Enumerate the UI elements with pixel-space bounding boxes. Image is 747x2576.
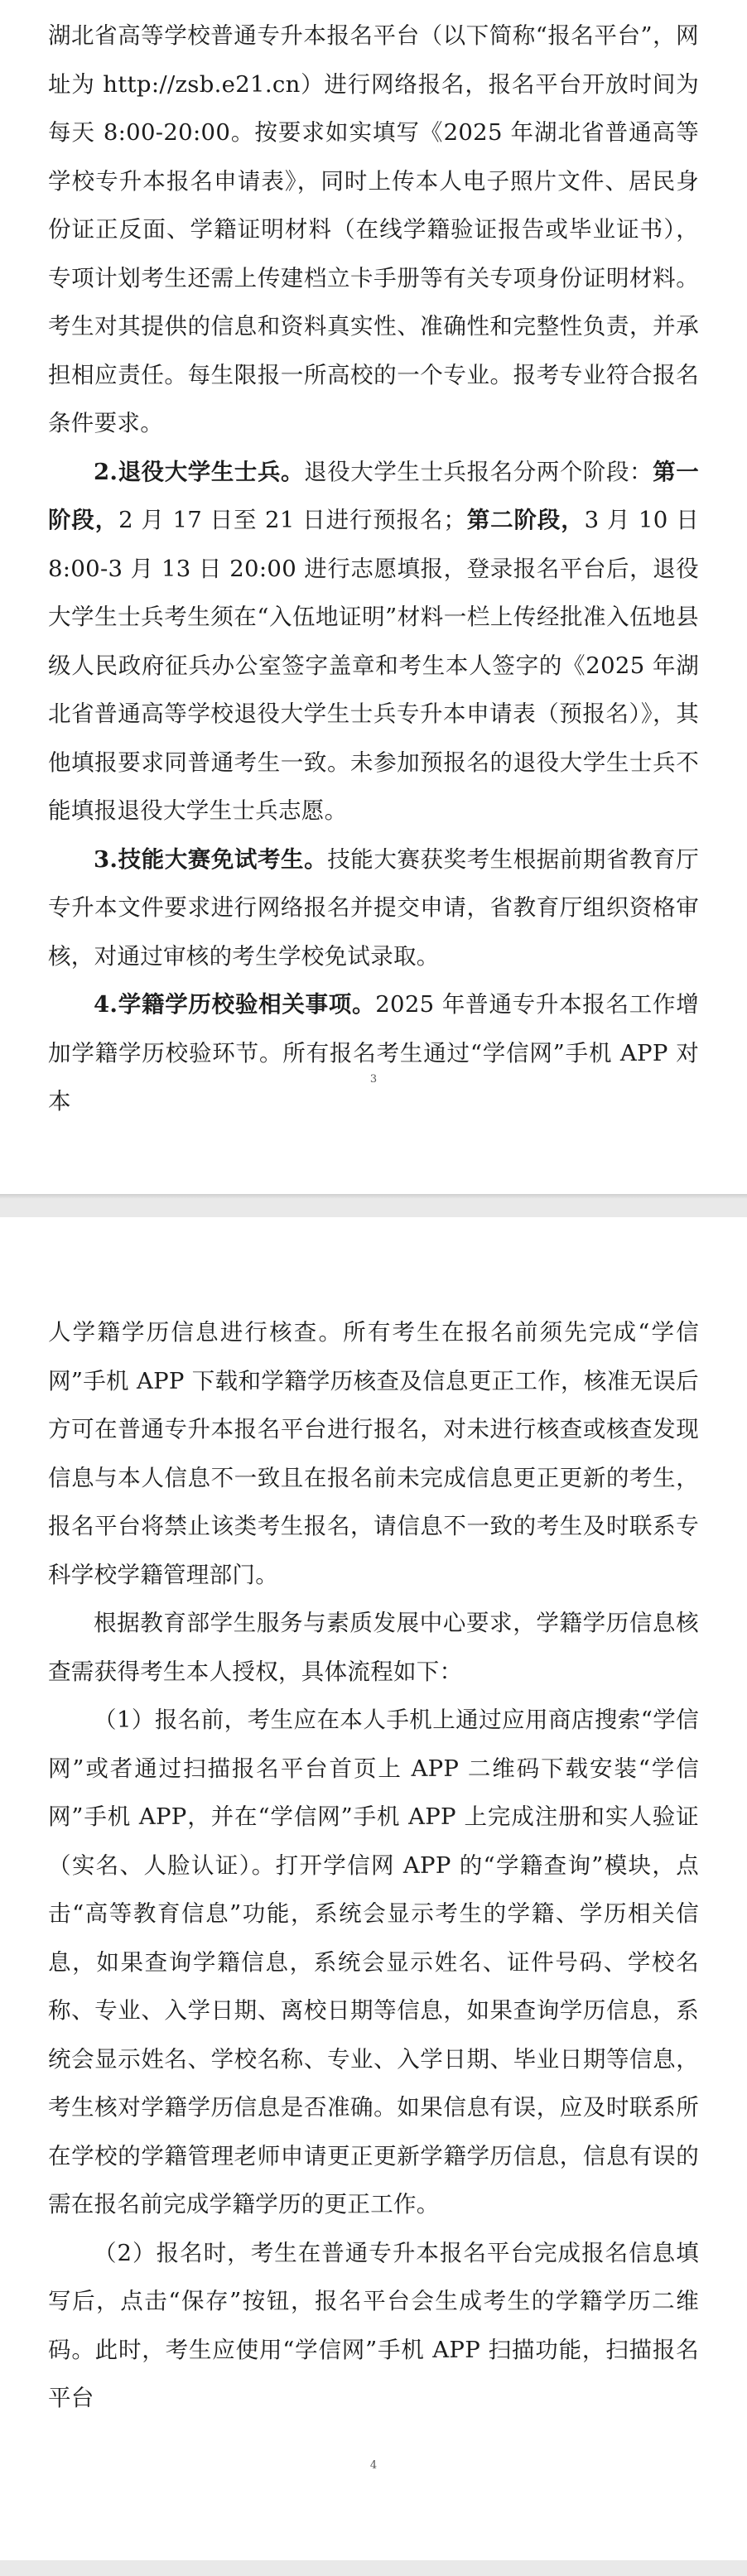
stage-one-label: 第一阶段， [48, 458, 700, 533]
page-3 [0, 0, 747, 1194]
paragraph-verification-continued: 人学籍学历信息进行核查。所有考生在报名前须先完成“学信网”手机 APP 下载和学籍学历核查及信息更正工作，核准无误后方可在普通专升本报名平台进行报名，对未进行核查或核查发现信息与本人信息不一致且在报名前未完成信息更正更新的考生，报名平台将禁止该类考生报名，请信息不一致的考生及时联系专科学校学籍管理部门。 [48, 1319, 699, 1588]
page-number: 4 [369, 2459, 378, 2472]
stage-one-text: 2 月 17 日至 21 日进行预报名； [118, 507, 467, 533]
heading-skills-competition: 3.技能大赛免试考生。 [94, 845, 328, 873]
veteran-intro-text: 退役大学生士兵报名分两个阶段： [304, 458, 653, 485]
heading-veteran-soldiers: 2.退役大学生士兵。 [94, 458, 305, 485]
paragraph-registration-platform: 湖北省高等学校普通专升本报名平台（以下简称“报名平台”，网址为 http://zsb.e21.cn）进行网络报名，报名平台开放时间为每天 8:00-20:00。按要求如实填写《2025 年湖北省普通高等学校专升本报名申请表》，同时上传本人电子照片文件、居民身份证正反面、学籍证明材料（在线学籍验证报告或毕业证书），专项计划考生还需上传建档立卡手册等有关专项身份证明材料。考生对其提供的信息和资料真实性、准确性和完整性负责，并承担相应责任。每生限报一所高校的一个专业。报考专业符合报名条件要求。 [48, 22, 699, 436]
page-number: 3 [369, 1073, 378, 1086]
stage-two-label: 第二阶段， [466, 507, 585, 533]
paragraph-step-during-registration: （2）报名时，考生在普通专升本报名平台完成报名信息填写后，点击“保存”按钮，报名平台会生成考生的学籍学历二维码。此时，考生应使用“学信网”手机 APP 扫描功能，扫描报名平台 [48, 2239, 699, 2411]
paragraph-veteran-soldiers [48, 448, 699, 835]
paragraph-authorization: 根据教育部学生服务与素质发展中心要求，学籍学历信息核查需获得考生本人授权，具体流程如下： [48, 1610, 699, 1685]
status-verification-text: 2025 年普通专升本报名工作增加学籍学历校验环节。所有报名考生通过“学信网”手机 APP 对本 [48, 991, 700, 1115]
heading-status-verification: 4.学籍学历校验相关事项。 [94, 991, 376, 1018]
paragraph-status-verification [48, 980, 699, 1126]
paragraph-step-before-registration: （1）报名前，考生应在本人手机上通过应用商店搜索“学信网”或者通过扫描报名平台首页上 APP 二维码下载安装“学信网”手机 APP，并在“学信网”手机 APP 上完成注册和实人验证（实名、人脸认证）。打开学信网 APP 的“学籍查询”模块，点击“高等教育信息”功能，系统会显示考生的学籍、学历相关信息，如果查询学籍信息，系统会显示姓名、证件号码、学校名称、专业、入学日期、离校日期等信息，如果查询学历信息，系统会显示姓名、学校名称、专业、入学日期、毕业日期等信息，考生核对学籍学历信息是否准确。如果信息有误，应及时联系所在学校的学籍管理老师申请更正更新学籍学历信息，信息有误的需在报名前完成学籍学历的更正工作。 [48, 1707, 699, 2217]
page-4 [0, 1217, 747, 2560]
page-separator [0, 1194, 747, 1199]
paragraph-skills-competition [48, 835, 699, 981]
stage-two-text: 3 月 10 日 8:00-3 月 13 日 20:00 进行志愿填报，登录报名平台后，退役大学生士兵考生须在“入伍地证明”材料一栏上传经批准入伍地县级人民政府征兵办公室签字盖章和考生本人签字的《2025 年湖北省普通高等学校退役大学生士兵专升本申请表（预报名）》，其他填报要求同普通考生一致。未参加预报名的退役大学生士兵不能填报退役大学生士兵志愿。 [48, 507, 699, 824]
skills-competition-text: 技能大赛获奖考生根据前期省教育厅专升本文件要求进行网络报名并提交申请，省教育厅组织资格审核，对通过审核的考生学校免试录取。 [48, 845, 699, 970]
